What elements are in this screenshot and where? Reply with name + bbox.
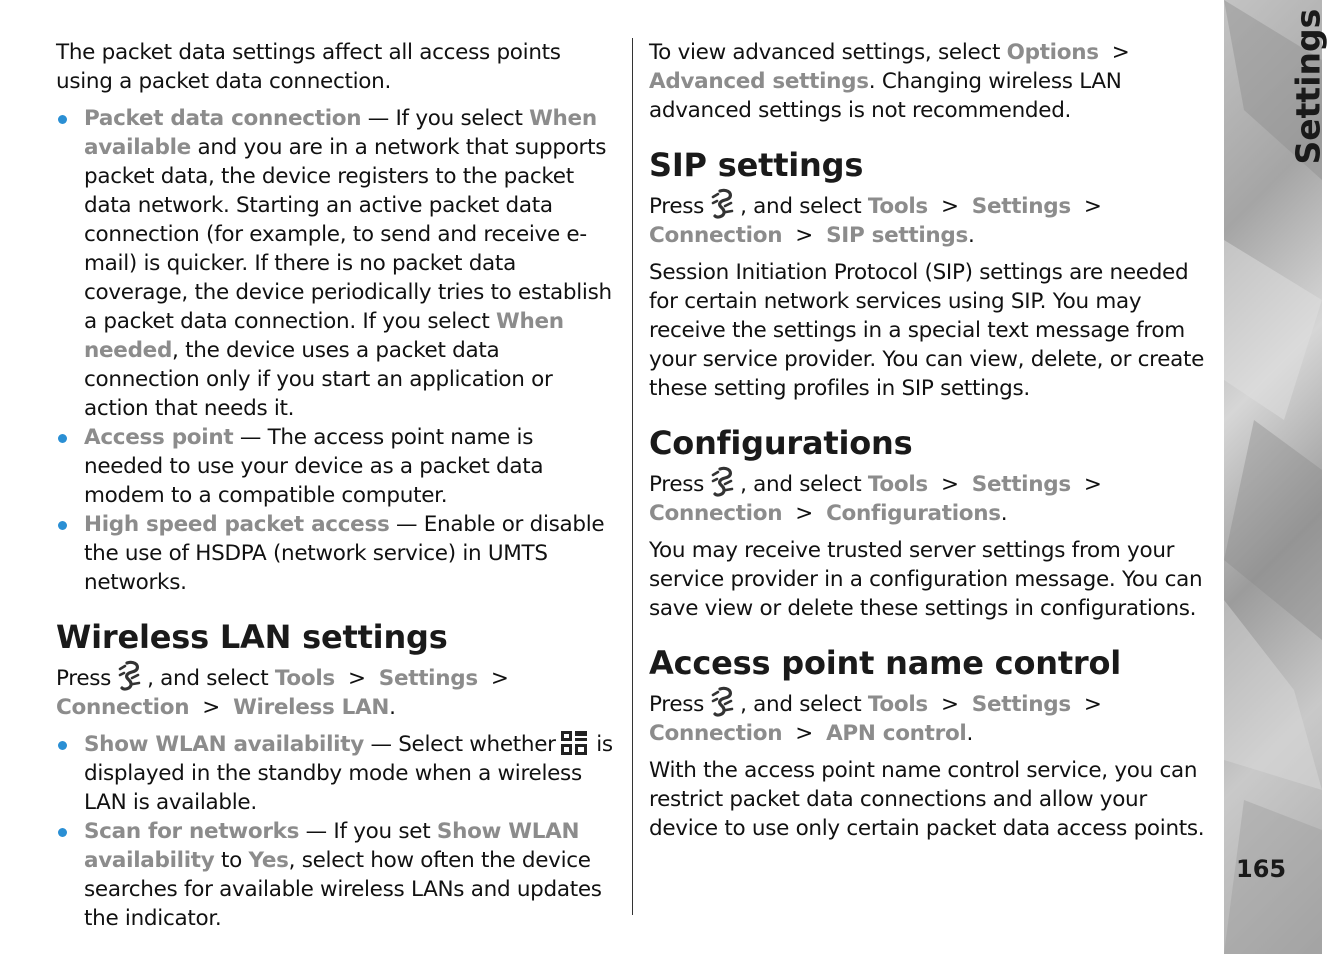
menu-key-icon: [710, 467, 736, 497]
column-divider: [632, 38, 633, 915]
config-paragraph: You may receive trusted server settings from your service provider in a configuration message. You can save view or delete these settings in configurations.: [649, 538, 1203, 621]
bullet-icon: [58, 115, 67, 124]
intro-paragraph: The packet data settings affect all access points using a packet data connection.: [56, 40, 561, 94]
menu-path: Press , and select Tools > Settings > Connection > Wireless LAN.: [56, 661, 618, 722]
section-heading: SIP settings: [649, 146, 864, 184]
section-heading: Wireless LAN settings: [56, 618, 448, 656]
list-item: Scan for networks — If you set Show WLAN availability to Yes, select how often the device searches for available wireless LANs and updates the indicator.: [56, 817, 618, 933]
advanced-settings-paragraph: To view advanced settings, select Options > Advanced settings. Changing wireless LAN advanced settings is not recommended.: [649, 40, 1130, 123]
menu-key-icon: [710, 687, 736, 717]
wlan-indicator-icon: [560, 730, 588, 756]
menu-path: Press , and select Tools > Settings > Connection > APN control.: [649, 687, 1212, 748]
menu-key-icon: [117, 661, 143, 691]
sip-paragraph: Session Initiation Protocol (SIP) settings are needed for certain network services using SIP. You may receive the settings in a special text message from your service provider. You can view, delete, or create these setting profiles in SIP settings.: [649, 260, 1205, 401]
section-heading: Configurations: [649, 424, 913, 462]
right-column: [649, 38, 1212, 851]
menu-path: Press , and select Tools > Settings > Connection > Configurations.: [649, 467, 1212, 528]
left-column: [56, 38, 618, 941]
apn-paragraph: With the access point name control service, you can restrict packet data connections and allow your device to use only certain packet data access points.: [649, 758, 1205, 841]
list-item: Show WLAN availability — Select whether is displayed in the standby mode when a wireless LAN is available.: [56, 730, 618, 817]
wlan-options: [56, 730, 618, 933]
list-item: Packet data connection — If you select When available and you are in a network that supports packet data, the device registers to the packet data network. Starting an active packet data connection (for example, to send and receive e-mail) is quicker. If there is no packet data coverage, the device periodically tries to establish a packet data connection. If you select When needed, the device uses a packet data connection only if you start an application or action that needs it.: [56, 104, 618, 423]
bullet-icon: [58, 828, 67, 837]
bullet-icon: [58, 741, 67, 750]
bullet-icon: [58, 434, 67, 443]
list-item: High speed packet access — Enable or disable the use of HSDPA (network service) in UMTS networks.: [56, 510, 618, 597]
menu-key-icon: [710, 189, 736, 219]
page-number: 165: [1236, 855, 1287, 883]
list-item: Access point — The access point name is needed to use your device as a packet data modem to a compatible computer.: [56, 423, 618, 510]
menu-path: Press , and select Tools > Settings > Connection > SIP settings.: [649, 189, 1212, 250]
bullet-icon: [58, 521, 67, 530]
packet-data-options: [56, 104, 618, 597]
chapter-title: Settings: [1288, 8, 1328, 165]
section-heading: Access point name control: [649, 644, 1122, 682]
